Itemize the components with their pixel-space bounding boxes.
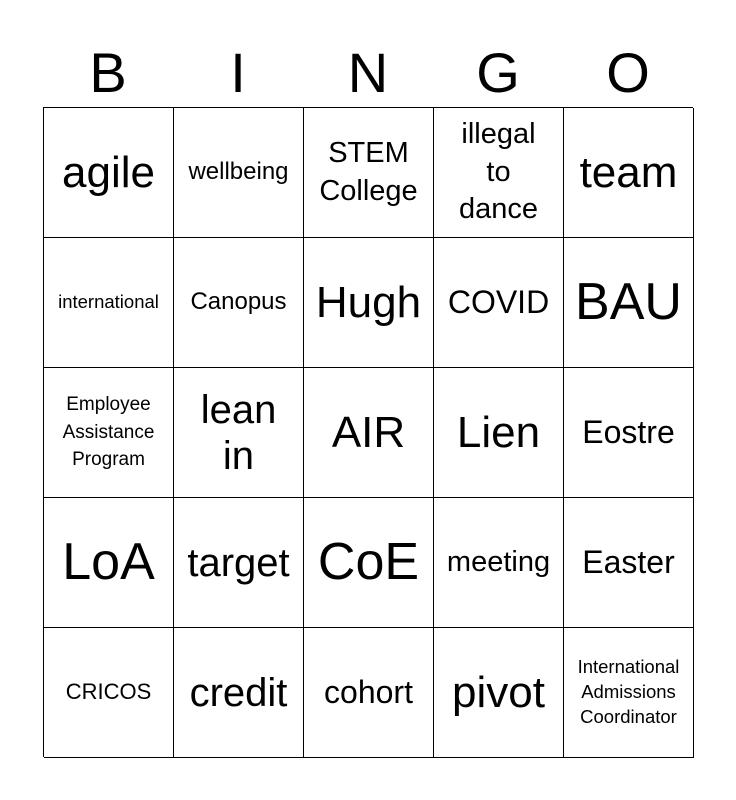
bingo-cell[interactable] <box>304 238 434 368</box>
bingo-cell[interactable] <box>304 368 434 498</box>
bingo-cell[interactable] <box>44 368 174 498</box>
bingo-cell[interactable] <box>564 238 694 368</box>
bingo-cell[interactable] <box>44 628 174 758</box>
cell-label: illegal to dance <box>458 117 538 226</box>
header-letter-b: B <box>89 41 127 104</box>
bingo-cell[interactable] <box>304 108 434 238</box>
cell-label: Canopus <box>190 288 287 316</box>
cell-label: cohort <box>324 674 413 711</box>
cell-label: AIR <box>331 407 406 457</box>
bingo-cell[interactable] <box>434 498 564 628</box>
cell-label: wellbeing <box>188 158 289 186</box>
bingo-cell[interactable] <box>44 238 174 368</box>
cell-label: team <box>579 147 678 197</box>
bingo-cell[interactable] <box>434 628 564 758</box>
bingo-cell[interactable] <box>174 108 304 238</box>
bingo-cell[interactable] <box>434 368 564 498</box>
header-letter-g: G <box>476 41 520 104</box>
cell-label: Hugh <box>315 277 422 327</box>
header-letter-n: N <box>347 41 389 104</box>
cell-label: COVID <box>447 284 550 321</box>
cell-label: Employee Assistance Program <box>62 394 155 471</box>
bingo-cell[interactable] <box>564 368 694 498</box>
cell-label: BAU <box>575 272 682 331</box>
cell-label: credit <box>189 670 288 715</box>
bingo-cell[interactable] <box>174 628 304 758</box>
cell-label: agile <box>62 147 155 197</box>
cell-label: CoE <box>317 532 420 591</box>
cell-label: international <box>58 291 159 313</box>
cell-label: STEM College <box>319 136 418 207</box>
cell-label: meeting <box>446 545 551 578</box>
bingo-board <box>43 107 693 757</box>
bingo-cell[interactable] <box>304 628 434 758</box>
header-letter-o: O <box>606 41 650 104</box>
bingo-cell[interactable] <box>44 108 174 238</box>
bingo-cell[interactable] <box>304 498 434 628</box>
bingo-cell[interactable] <box>174 498 304 628</box>
cell-label: LoA <box>62 532 155 591</box>
cell-label: CRICOS <box>65 679 152 705</box>
cell-label: pivot <box>452 667 545 717</box>
cell-label: lean in <box>200 387 277 478</box>
bingo-cell[interactable] <box>174 238 304 368</box>
bingo-cell[interactable] <box>564 498 694 628</box>
bingo-cell[interactable] <box>564 108 694 238</box>
cell-label: International Admissions Coordinator <box>577 656 680 727</box>
bingo-cell[interactable] <box>174 368 304 498</box>
bingo-cell[interactable] <box>44 498 174 628</box>
header-letter-i: I <box>230 41 246 104</box>
bingo-cell[interactable] <box>434 108 564 238</box>
bingo-cell[interactable] <box>564 628 694 758</box>
cell-label: target <box>187 540 290 585</box>
cell-label: Eostre <box>582 414 675 451</box>
cell-label: Lien <box>456 407 541 457</box>
cell-label: Easter <box>582 544 675 581</box>
bingo-header <box>43 40 693 106</box>
bingo-cell[interactable] <box>434 238 564 368</box>
